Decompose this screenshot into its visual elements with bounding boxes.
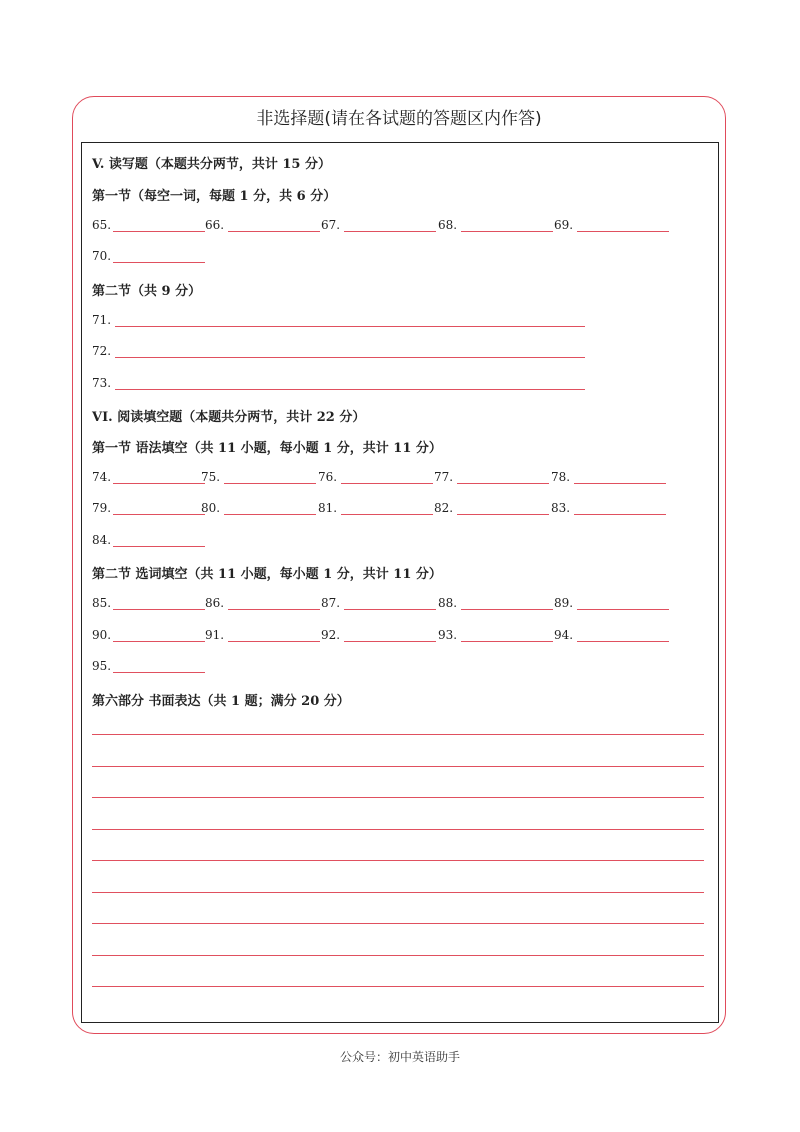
item-number: 65. <box>92 218 112 232</box>
item-number: 95. <box>92 659 112 673</box>
writing-section-heading: 第六部分 书面表达（共 1 题；满分 20 分） <box>92 694 350 709</box>
answer-blank[interactable] <box>554 627 669 642</box>
answer-line[interactable] <box>113 532 205 547</box>
item-number: 78. <box>551 470 571 484</box>
answer-blank[interactable] <box>92 532 205 547</box>
item-number: 79. <box>92 501 112 515</box>
item-number: 67. <box>321 218 341 232</box>
answer-blank[interactable] <box>92 500 205 515</box>
item-number: 85. <box>92 596 112 610</box>
answer-line[interactable] <box>115 375 585 390</box>
writing-line[interactable] <box>92 734 704 735</box>
answer-line[interactable] <box>113 658 205 673</box>
answer-line[interactable] <box>113 627 205 642</box>
section-v-heading: V. 读写题（本题共分两节，共计 15 分） <box>92 157 332 172</box>
answer-blank[interactable] <box>92 343 585 358</box>
writing-line[interactable] <box>92 923 704 924</box>
answer-blank[interactable] <box>438 217 553 232</box>
answer-blank[interactable] <box>318 500 433 515</box>
writing-line[interactable] <box>92 829 704 830</box>
answer-line[interactable] <box>224 500 316 515</box>
answer-blank[interactable] <box>438 627 553 642</box>
writing-line[interactable] <box>92 766 704 767</box>
item-number: 70. <box>92 249 112 263</box>
answer-line[interactable] <box>341 469 433 484</box>
item-number: 84. <box>92 533 112 547</box>
answer-blank[interactable] <box>205 217 320 232</box>
item-number: 69. <box>554 218 574 232</box>
answer-line[interactable] <box>577 595 669 610</box>
item-number: 93. <box>438 628 458 642</box>
item-number: 88. <box>438 596 458 610</box>
answer-line[interactable] <box>113 217 205 232</box>
answer-blank[interactable] <box>92 312 585 327</box>
item-number: 76. <box>318 470 338 484</box>
answer-line[interactable] <box>115 312 585 327</box>
page-title: 非选择题(请在各试题的答题区内作答) <box>256 109 542 129</box>
item-number: 94. <box>554 628 574 642</box>
answer-line[interactable] <box>461 627 553 642</box>
answer-line[interactable] <box>461 217 553 232</box>
page-footer: 公众号：初中英语助手 <box>339 1050 460 1064</box>
writing-line[interactable] <box>92 892 704 893</box>
answer-blank[interactable] <box>205 627 320 642</box>
answer-blank[interactable] <box>434 500 549 515</box>
answer-blank[interactable] <box>92 375 585 390</box>
answer-line[interactable] <box>224 469 316 484</box>
item-number: 89. <box>554 596 574 610</box>
item-number: 71. <box>92 313 112 327</box>
answer-blank[interactable] <box>92 248 205 263</box>
answer-blank[interactable] <box>201 500 316 515</box>
answer-blank[interactable] <box>92 595 205 610</box>
answer-blank[interactable] <box>321 627 436 642</box>
answer-line[interactable] <box>574 469 666 484</box>
item-number: 90. <box>92 628 112 642</box>
item-number: 68. <box>438 218 458 232</box>
item-number: 87. <box>321 596 341 610</box>
answer-line[interactable] <box>344 595 436 610</box>
answer-line[interactable] <box>344 627 436 642</box>
answer-blank[interactable] <box>434 469 549 484</box>
answer-blank[interactable] <box>551 469 666 484</box>
answer-line[interactable] <box>113 469 205 484</box>
answer-line[interactable] <box>344 217 436 232</box>
answer-blank[interactable] <box>92 627 205 642</box>
answer-line[interactable] <box>577 217 669 232</box>
answer-line[interactable] <box>228 217 320 232</box>
item-number: 66. <box>205 218 225 232</box>
answer-line[interactable] <box>115 343 585 358</box>
answer-blank[interactable] <box>201 469 316 484</box>
item-number: 72. <box>92 344 112 358</box>
answer-line[interactable] <box>461 595 553 610</box>
answer-blank[interactable] <box>551 500 666 515</box>
writing-line[interactable] <box>92 986 704 987</box>
answer-line[interactable] <box>228 627 320 642</box>
answer-line[interactable] <box>577 627 669 642</box>
answer-line[interactable] <box>457 469 549 484</box>
answer-blank[interactable] <box>554 217 669 232</box>
section-vi-part1-heading: 第一节 语法填空（共 11 小题，每小题 1 分，共计 11 分） <box>92 441 442 456</box>
answer-line[interactable] <box>228 595 320 610</box>
writing-line[interactable] <box>92 955 704 956</box>
item-number: 77. <box>434 470 454 484</box>
answer-line[interactable] <box>113 595 205 610</box>
section-v-part1-heading: 第一节（每空一词，每题 1 分，共 6 分） <box>92 189 337 204</box>
writing-line[interactable] <box>92 797 704 798</box>
section-v-part2-heading: 第二节（共 9 分） <box>92 284 202 299</box>
answer-blank[interactable] <box>321 595 436 610</box>
answer-line[interactable] <box>574 500 666 515</box>
section-vi-heading: VI. 阅读填空题（本题共分两节，共计 22 分） <box>92 410 366 425</box>
item-number: 73. <box>92 376 112 390</box>
item-number: 91. <box>205 628 225 642</box>
item-number: 80. <box>201 501 221 515</box>
item-number: 81. <box>318 501 338 515</box>
writing-line[interactable] <box>92 860 704 861</box>
answer-area-inner-border <box>81 142 719 1023</box>
item-number: 82. <box>434 501 454 515</box>
answer-line[interactable] <box>341 500 433 515</box>
answer-blank[interactable] <box>92 469 205 484</box>
item-number: 92. <box>321 628 341 642</box>
answer-line[interactable] <box>113 500 205 515</box>
answer-blank[interactable] <box>205 595 320 610</box>
answer-line[interactable] <box>113 248 205 263</box>
answer-blank[interactable] <box>92 658 205 673</box>
item-number: 74. <box>92 470 112 484</box>
answer-blank[interactable] <box>92 217 205 232</box>
answer-blank[interactable] <box>318 469 433 484</box>
section-vi-part2-heading: 第二节 选词填空（共 11 小题，每小题 1 分，共计 11 分） <box>92 567 442 582</box>
answer-blank[interactable] <box>321 217 436 232</box>
item-number: 75. <box>201 470 221 484</box>
answer-line[interactable] <box>457 500 549 515</box>
answer-blank[interactable] <box>438 595 553 610</box>
answer-blank[interactable] <box>554 595 669 610</box>
item-number: 83. <box>551 501 571 515</box>
item-number: 86. <box>205 596 225 610</box>
